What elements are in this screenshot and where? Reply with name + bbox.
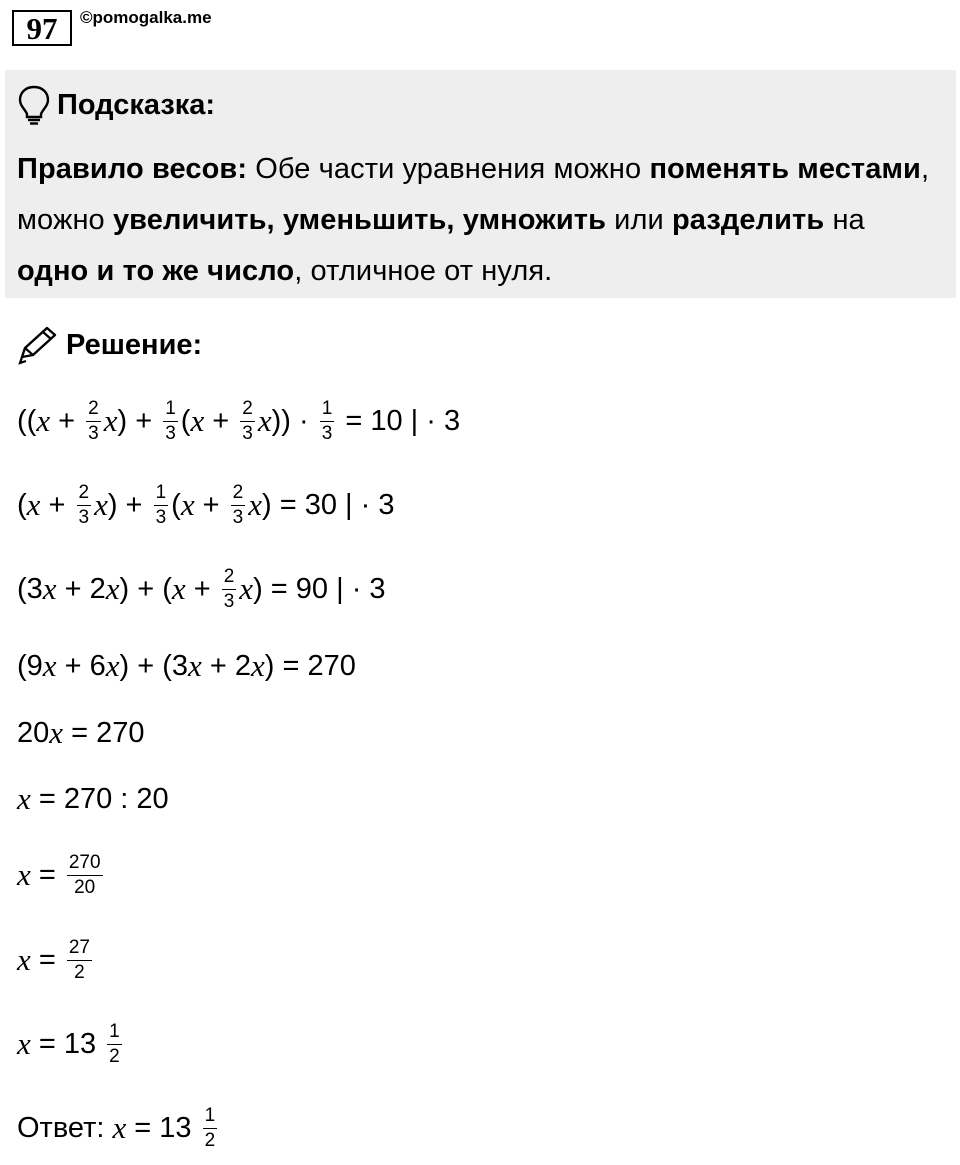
rule-bold-1: поменять местами bbox=[649, 153, 921, 185]
solution-step-1: (( x + $\frac{2}{3}$ x ) + $\frac{1}{3}$ ( x + $\frac{2}{3}$ x )) · $\frac{1}{3}$ = 10 | · 3 bbox=[17, 397, 461, 444]
fraction: $\frac{2}{3}$ bbox=[242, 397, 253, 444]
answer-line: Ответ: x = 13 $\frac{1}{2}$ bbox=[17, 1104, 216, 1151]
step-6-rhs: = 270 : 20 bbox=[30, 782, 169, 815]
fraction: $\frac{1}{2}$ bbox=[204, 1104, 216, 1151]
rule-text-3: или bbox=[606, 204, 672, 236]
solution-step-7: x = $\frac{270}{20}$ bbox=[17, 851, 101, 898]
rule-bold-4: одно и то же число bbox=[17, 255, 295, 287]
fraction: $\frac{2}{3}$ bbox=[88, 397, 99, 444]
site-watermark: ©pomogalka.me bbox=[80, 8, 212, 27]
step-1-rhs: = 10 | · 3 bbox=[337, 404, 461, 437]
fraction: $\frac{1}{3}$ bbox=[321, 397, 333, 444]
step-2-rhs: = 30 | · 3 bbox=[271, 488, 395, 521]
solution-heading bbox=[16, 320, 202, 370]
rule-text-1: Обе части уравнения можно bbox=[247, 153, 650, 185]
lightbulb-icon bbox=[17, 84, 51, 126]
rule-text-4: на bbox=[824, 204, 865, 236]
solution-step-4: (9 x + 6 x ) + (3 x + 2 x ) = 270 bbox=[17, 648, 356, 683]
rule-title: Правило весов: bbox=[17, 153, 248, 185]
step-3-rhs: = 90 | · 3 bbox=[262, 572, 386, 605]
fraction: $\frac{2}{3}$ bbox=[223, 565, 235, 612]
step-4-rhs: = 270 bbox=[274, 649, 356, 682]
rule-text-2: , можно bbox=[17, 153, 930, 236]
fraction: $\frac{270}{20}$ bbox=[68, 851, 101, 898]
problem-number: 97 bbox=[12, 10, 72, 46]
solution-step-6: x = 270 : 20 bbox=[17, 781, 169, 816]
step-5-lhs: 20 bbox=[17, 716, 50, 749]
weights-rule bbox=[17, 144, 944, 297]
pencil-icon bbox=[16, 325, 60, 365]
hint-title: Подсказка: bbox=[57, 88, 216, 121]
fraction: $\frac{2}{3}$ bbox=[232, 481, 244, 528]
solution-step-3: (3 x + 2 x ) + ( x + $\frac{2}{3}$ x ) = 90 | · 3 bbox=[17, 565, 386, 612]
fraction: $\frac{1}{2}$ bbox=[109, 1020, 120, 1067]
solution-step-8: x = $\frac{27}{2}$ bbox=[17, 936, 90, 983]
fraction: $\frac{27}{2}$ bbox=[68, 936, 90, 983]
fraction: $\frac{2}{3}$ bbox=[78, 481, 90, 528]
fraction: $\frac{1}{3}$ bbox=[165, 397, 176, 444]
rule-bold-3: разделить bbox=[671, 204, 825, 236]
step-5-rhs: = 270 bbox=[63, 716, 145, 749]
solution-step-9: x = 13 $\frac{1}{2}$ bbox=[17, 1020, 120, 1067]
rule-text-5: , отличное от нуля. bbox=[294, 255, 553, 287]
hint-box bbox=[5, 70, 956, 298]
solution-title: Решение: bbox=[66, 328, 203, 361]
rule-bold-2: увеличить, уменьшить, умножить bbox=[112, 204, 606, 236]
answer-label: Ответ: bbox=[17, 1111, 113, 1144]
hint-heading bbox=[17, 80, 944, 130]
solution-step-5: 20 x = 270 bbox=[17, 715, 145, 750]
solution-step-2: ( x + $\frac{2}{3}$ x ) + $\frac{1}{3}$ ( x + $\frac{2}{3}$ x ) = 30 | · 3 bbox=[17, 481, 395, 528]
fraction: $\frac{1}{3}$ bbox=[155, 481, 167, 528]
